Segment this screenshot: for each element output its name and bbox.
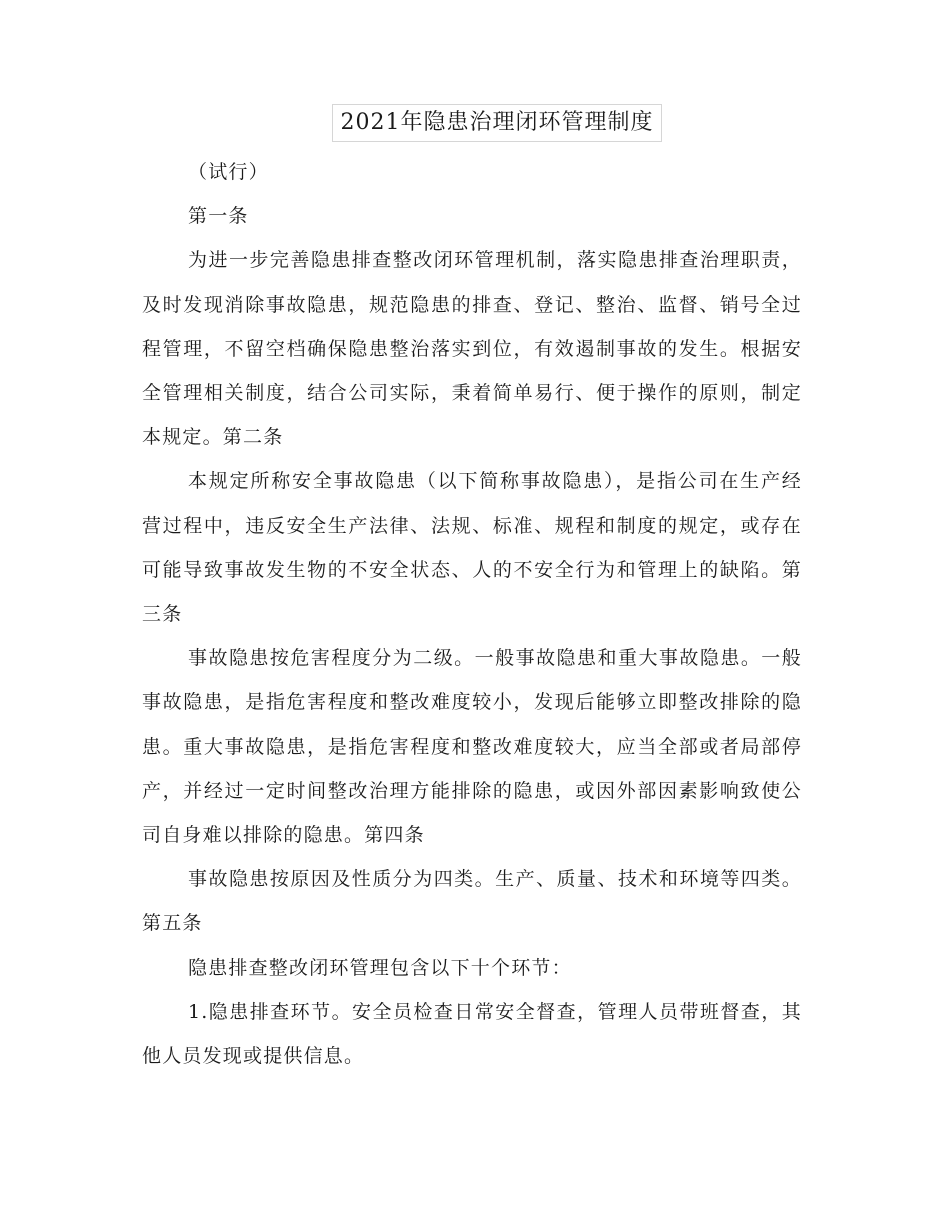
paragraph: 为进一步完善隐患排查整改闭环管理机制，落实隐患排查治理职责，及时发现消除事故隐患，规范隐患的排查、登记、整治、监督、销号全过程管理，不留空档确保隐患整治落实到位，有效遏制事故的发生。根据安全管理相关制度，结合公司实际，秉着简单易行、便于操作的原则，制定本规定。第二条 [142, 249, 802, 449]
paragraph: 本规定所称安全事故隐患（以下简称事故隐患），是指公司在生产经营过程中，违反安全生产法律、法规、标准、规程和制度的规定，或存在可能导致事故发生物的不安全状态、人的不安全行为和管理上的缺陷。第三条 [142, 470, 802, 626]
subtitle: （试行） [188, 161, 269, 183]
document-title: 2021年隐患治理闭环管理制度 [332, 104, 662, 142]
paragraph: 隐患排查整改闭环管理包含以下十个环节： [188, 956, 572, 979]
paragraph: 事故隐患按原因及性质分为四类。生产、质量、技术和环境等四类。第五条 [142, 868, 802, 935]
paragraph: 事故隐患按危害程度分为二级。一般事故隐患和重大事故隐患。一般事故隐患，是指危害程度和整改难度较小，发现后能够立即整改排除的隐患。重大事故隐患，是指危害程度和整改难度较大，应当全部或者局部停产，并经过一定时间整改治理方能排除的隐患，或因外部因素影响致使公司自身难以排除的隐患。第四条 [142, 647, 802, 847]
paragraph: 1.隐患排查环节。安全员检查日常安全督查，管理人员带班督查，其他人员发现或提供信息。 [142, 1000, 802, 1068]
article-heading: 第一条 [188, 205, 249, 228]
document-body [142, 150, 802, 1078]
